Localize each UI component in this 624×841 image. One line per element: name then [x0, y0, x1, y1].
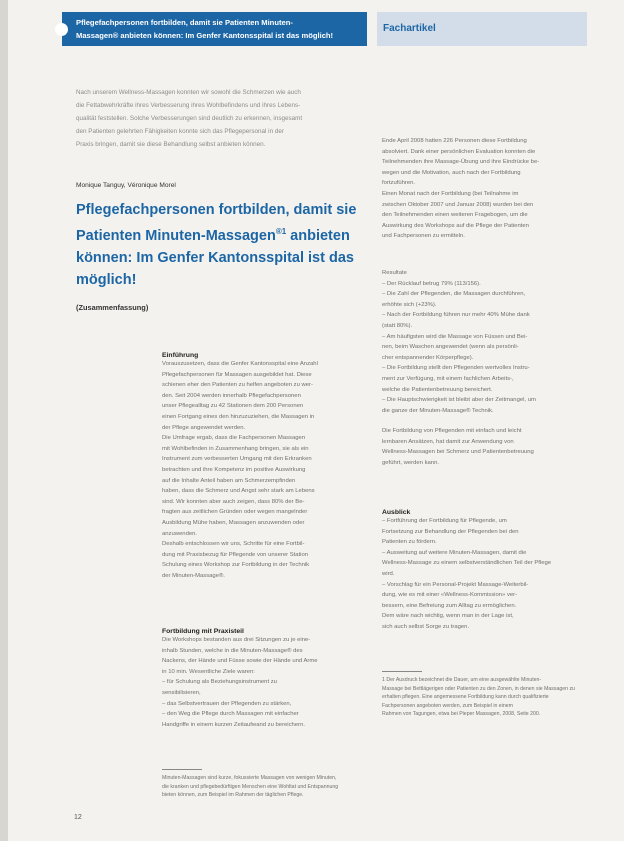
text-line: sensibilisieren,	[162, 689, 201, 696]
text-line: Instrument zum verbesserten Umgang mit den Erkranken	[162, 456, 312, 463]
text-line: betrachten und ihre Kompetenz im positive Auswirkung	[162, 466, 306, 473]
text-line: den Teilnehmenden einen weiteren Fragebogen, um die	[382, 212, 528, 219]
text-line: – den Weg die Pflege durch Massagen mit einfacher	[162, 711, 299, 718]
footnote-line: Fachpersonen angeboten werden, zum Beispiel in einem	[382, 702, 513, 709]
footnote-right	[382, 676, 587, 719]
section-resultate	[382, 268, 587, 416]
section-body	[382, 136, 587, 242]
text-line: der Pflege angewendet werden.	[162, 424, 246, 431]
text-line: (statt 80%).	[382, 322, 413, 329]
footnote-line: Massage bei Bettlägerigen oder Patienten zu den Zonen, in denen sie Massagen zu	[382, 685, 575, 692]
text-line: geführt, werden kann.	[382, 459, 439, 466]
right-paragraph-2	[382, 426, 587, 468]
text-line: inhalb Stunden, welche in die Minuten-Massage® des	[162, 647, 303, 654]
text-line: Ende April 2008 hatten 226 Personen diese Fortbildung	[382, 138, 527, 144]
text-line: – Vorschlag für ein Personal-Projekt Massage-Weiterbil-	[382, 581, 529, 588]
text-line: – Fortführung der Fortbildung für Pflegende, um	[382, 518, 507, 524]
text-line: absolviert. Dank einer persönlichen Evaluation konnten die	[382, 148, 536, 155]
intro-paragraph	[76, 86, 366, 151]
text-line: Deshalb entschlossen wir uns, Schritte für eine Fortbil-	[162, 541, 305, 548]
text-line: nen, beim Waschen angewendet (wenn als persönli-	[382, 344, 519, 351]
footnote-line: Minuten-Massagen sind kurze, fokussierte Massagen von wenigen Minuten,	[162, 775, 337, 781]
article-title	[76, 199, 366, 291]
footnote-rule	[162, 769, 202, 770]
text-line: zwischen Oktober 2007 und Januar 2008) wurden bei den	[382, 201, 534, 208]
intro-line: den Patienten gelehrten Fähigkeiten konnte sich das Pflegepersonal in der	[76, 128, 284, 135]
text-line: – Der Rücklauf betrug 79% (113/156).	[382, 280, 481, 287]
text-line: Die Umfrage ergab, dass die Fachpersonen Massagen	[162, 435, 306, 442]
section-body	[382, 516, 587, 633]
text-line: – das Selbstvertrauen der Pflegenden zu stärken,	[162, 700, 292, 707]
article-title-main: Pflegefachpersonen fortbilden, damit sie Patienten Minuten-Massagen	[76, 202, 357, 244]
text-line: der Minuten-Massage®.	[162, 572, 225, 579]
text-line: – Die Hauptschwierigkeit ist bleibt aber der Zeitmangel, um	[382, 397, 536, 404]
intro-line: Praxis bringen, damit sie diese Behandlung selbst anbieten können.	[76, 141, 266, 148]
text-line: wird.	[382, 570, 395, 577]
text-line: Vorauszusetzen, dass die Genfer Kantonsspital eine Anzahl	[162, 361, 318, 367]
text-line: den. Seit 2004 werden innerhalb Pflegefachpersonen	[162, 392, 301, 399]
section-label: Fachartikel	[377, 12, 587, 46]
text-line: bessern, eine Befreiung zum Alltag zu ermöglichen.	[382, 602, 517, 609]
footnote-line: 1 Der Ausdruck bezeichnet die Dauer, um eine ausgewählte Minuten-	[382, 677, 542, 683]
text-line: – Ausweitung auf weitere Minuten-Massagen, damit die	[382, 549, 527, 556]
intro-line: qualität feststellen. Solche Verbesserungen sind deutlich zu erkennen, insgesamt	[76, 115, 303, 122]
section-ausblick	[382, 509, 587, 633]
text-line: in 10 min. Wesentliche Ziele waren:	[162, 668, 255, 675]
text-line: Patienten zu fördern.	[382, 539, 437, 546]
text-line: anzuwenden.	[162, 530, 198, 537]
section-heading: Einführung	[162, 352, 199, 359]
text-line: haben, dass die Schmerz und Angst sehr stark am Lebens	[162, 488, 315, 495]
running-title-line1: Pflegefachpersonen fortbilden, damit sie Patienten Minuten-	[76, 18, 293, 27]
text-line: Die Fortbildung von Pflegenden mit einfach und leicht	[382, 428, 522, 434]
footnote-rule	[382, 671, 422, 672]
text-line: Wellness-Massagen bei Schmerz und Patientenbetreuung	[382, 449, 534, 456]
text-line: mit Wohlbefinden in Zusammenhang bringen, sie als ein	[162, 445, 309, 452]
right-paragraph-1	[382, 136, 587, 242]
text-line: schienen eher den Patienten zu helfen angeboten zu wer-	[162, 382, 313, 389]
text-line: einen Fortgang eines den hinzuzuziehen, die Massagen in	[162, 413, 315, 420]
section-heading: Fortbildung mit Praxisteil	[162, 628, 244, 635]
footnote-line: die kranken und pflegebedürftigen Menschen eine Wohltat und Entspannung	[162, 783, 339, 790]
footnote-line: bieten können, zum Beispiel im Rahmen der täglichen Pflege.	[162, 792, 304, 799]
text-line: dung mit Praxisbezug für Pflegende von unserer Station	[162, 551, 309, 558]
running-header	[62, 12, 367, 46]
article-title-end: anbieten können: Im Genfer Kantonsspital ist das möglich!	[76, 227, 354, 288]
text-line: lernbaren Ansätzen, hat damit zur Anwendung von	[382, 438, 514, 445]
footnote-left	[162, 774, 367, 800]
section-body	[382, 279, 587, 417]
text-line: fortzuführen.	[382, 180, 416, 187]
text-line: und Fachpersonen zu ermitteln.	[382, 233, 465, 240]
section-fortbildung	[162, 628, 367, 730]
text-line: auf die Inhalte Anteil haben am Schmerzempfinden	[162, 477, 296, 484]
running-title-line2: Massagen® anbieten können: Im Genfer Kantonsspital ist das möglich!	[76, 31, 334, 40]
text-line: Ausbildung Mühe haben, Massagen anzuwenden oder	[162, 519, 305, 526]
intro-line: Nach unserem Wellness-Massagen konnten wir sowohl die Schmerzen wie auch	[76, 89, 301, 96]
footnote-line: Rahmen von Tagungen, etwa bei Pieper Massagen, 2008, Seite 200.	[382, 711, 541, 718]
text-line: erhöhte sich (+23%).	[382, 301, 437, 308]
text-line: sind. Wir konnten aber auch zeigen, dass 80% der Be-	[162, 498, 305, 505]
text-line: dung, wie es mit einer «Wellness-Kommission» ver-	[382, 592, 518, 599]
article-authors: Monique Tanguy, Véronique Morel	[76, 182, 176, 189]
text-line: unser Pflegealltag zu 42 Stationen dem 200 Personen	[162, 403, 304, 410]
text-line: Einen Monat nach der Fortbildung (bei Teilnahme im	[382, 190, 519, 197]
section-einfuehrung	[162, 352, 367, 581]
section-heading: Ausblick	[382, 509, 411, 516]
text-line: Pflegefachpersonen für Massagen ausgebildet hat. Diese	[162, 371, 312, 378]
footnote-line: erhalten pflegen. Eine angemessene Fortbildung kann durch qualifizierte	[382, 694, 549, 701]
text-line: Dem wäre nach wichtig, wenn man in der Lage ist,	[382, 613, 514, 620]
text-line: – Am häufigsten wird die Massage von Füssen und Bei-	[382, 333, 528, 340]
text-line: die ganze der Minuten-Massage® Technik.	[382, 407, 494, 414]
text-line: – Nach der Fortbildung führen nur mehr 40% Mühe dank	[382, 312, 530, 319]
text-line: Die Workshops bestanden aus drei Sitzungen zu je eine-	[162, 637, 311, 643]
header-bullet-icon	[55, 23, 68, 36]
section-heading: Resultate	[382, 270, 407, 276]
text-line: Schulung eines Workshop zur Fortbildung in der Technik	[162, 562, 310, 569]
text-line: welche die Patientenbetreuung bereichert.	[382, 386, 493, 393]
section-body	[162, 635, 367, 730]
section-body	[382, 426, 587, 468]
text-line: – Die Fortbildung stellt den Pflegenden wertvolles Instru-	[382, 365, 530, 372]
text-line: ment zur Verfügung, mit einem fachlichen Arbeits-,	[382, 375, 514, 382]
text-line: Wellness-Massage zu einem selbstverständlichen Teil der Pflege	[382, 560, 552, 567]
intro-line: die Fettabwehrkräfte ihres Verbesserung ihres Wohlbefindens und ihres Lebens-	[76, 102, 301, 109]
text-line: wegen und die Motivation, auch nach der Fortbildung	[382, 169, 521, 176]
text-line: sich auch selbst Sorge zu tragen.	[382, 623, 470, 630]
text-line: cher entspannender Körperpflege).	[382, 354, 474, 361]
section-body	[162, 359, 367, 581]
text-line: Handgriffe in einem kurzen Zeitaufwand zu bereichern.	[162, 721, 305, 728]
article-subtitle: (Zusammenfassung)	[76, 303, 149, 312]
text-line: Fortsetzung zur Behandlung der Pflegenden bei den	[382, 528, 519, 535]
text-line: fragten aus zeitlichen Gründen oder wegen mangelnder	[162, 509, 308, 516]
text-line: – für Schulung als Beziehungsinstrument zu	[162, 679, 277, 686]
page-edge-shadow	[0, 0, 8, 841]
page-number: 12	[74, 814, 82, 821]
text-line: Nackens, der Hände und Füsse sowie der Hände und Arme	[162, 658, 318, 665]
text-line: – Die Zahl der Pflegenden, die Massagen durchführen,	[382, 291, 526, 298]
article-title-sup: ®1	[275, 227, 287, 236]
text-line: Auswirkung des Workshops auf die Pflege der Patienten	[382, 222, 529, 229]
text-line: Teilnehmenden ihre Massage-Übung und ihre Eindrücke be-	[382, 159, 540, 166]
